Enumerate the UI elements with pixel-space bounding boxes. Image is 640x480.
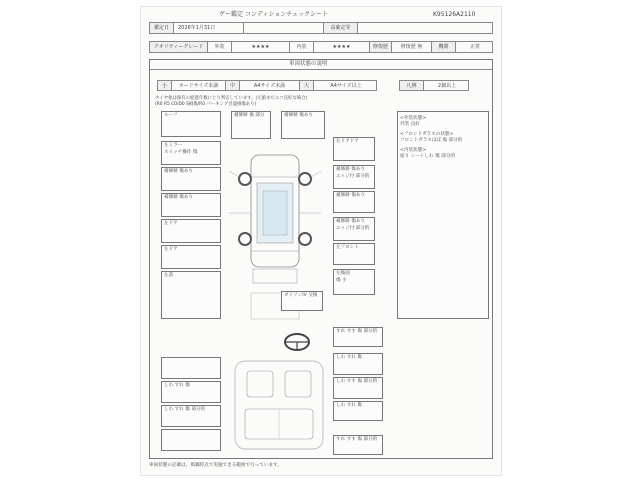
lower-left-box-1 [161,357,221,379]
section-header [149,59,493,70]
legend-small-code: 小 [158,81,172,90]
legend-medium-text: A4サイズ未満 [240,81,300,90]
lower-right-box-3: しわ すす 傷 部分的 [333,377,383,399]
type-value [358,23,494,33]
legend-small-text: カードサイズ未満 [172,81,226,90]
header-row-date [149,22,493,34]
footer-note: 車両状態の記載は、掲載時点で実施できる範囲で行っています。 [149,463,282,468]
left-box-2: 左ミラー スイッチ操作 傷 [161,141,221,165]
lower-right-box-6: すれ すす 傷 部分的 [333,435,383,455]
legend-large-text: A4サイズ以上 [330,83,362,89]
header-row-grade [149,41,493,53]
left-box-5: 左ドア [161,219,221,243]
steering-wheel-icon [283,331,311,353]
lower-right-box-2: しわ すれ 傷 [333,353,383,375]
type-label: 高確定等 [324,23,358,33]
legend-medium-code: 中 [226,81,240,90]
right-box-4: 補修跡 傷あり エッジ付 部分的 [333,217,375,241]
blank-cell [244,23,324,33]
left-box-4: 補修跡 傷あり [161,193,221,217]
exterior-stars: ★★★★ [232,42,290,52]
engine-value: 正常 [469,44,480,50]
left-box-7: 左前 [161,271,221,319]
right-box-6: 左後面 傷 小 [333,269,375,295]
left-box-1: ルーフ [161,111,221,137]
lower-right-box-4: しわ すれ 傷 [333,401,383,421]
sheet-title: ゲー鑑定 コンディションチェックシート [219,11,329,18]
right-box-1: 左リアドア [333,137,375,161]
left-box-3: 補修跡 傷あり [161,167,221,191]
legend-large-code: 大 [300,81,314,90]
lower-left-box-2: しわ すれ 傷 [161,381,221,403]
repair-value: 修復歴 無 [392,42,432,52]
engine-label: 機関 [432,42,456,52]
legend-extra-label: 凡例 [400,81,424,90]
interior-label: 内装 [290,42,314,52]
left-box-6: 左ドア [161,245,221,269]
legend-extra [399,80,469,91]
grade-label: クオリティーグレード [150,42,208,52]
lower-left-box-4 [161,429,221,451]
section-title: 車両状態の説明 [289,61,328,67]
exterior-label: 外装 [208,42,232,52]
top-box-2: 補修跡 傷あり [281,111,325,139]
interior-seat-diagram [229,359,329,453]
lower-left-box-3: しわ すれ 傷 部分的 [161,405,221,427]
legend-row [157,80,377,91]
center-bottom-box: ダイソンIV 交換 [281,291,323,311]
condition-check-sheet [140,6,502,476]
legend-extra-value: 2個以上 [437,83,457,89]
interior-stars: ★★★★ [314,42,370,52]
right-box-2: 補修跡 傷あり エッジ付 部分的 [333,165,375,189]
remarks-panel: <外装状態> 外装 良好 <フロンドガラスの状態> フロントガラスほぼ 傷 部分的 <内装状態> 座り シートしわ 傷 部分的 [397,111,489,319]
document-id: K95126A2110 [433,11,476,18]
inspection-date: 2026年1月31日 [174,23,244,33]
date-label: 鑑定日 [150,23,174,33]
top-box-1: 補修跡 傷 部分 [231,111,271,139]
lower-right-box-1: すれ すす 傷 部分的 [333,327,383,347]
note-line-1: タイヤ他は保有の経過年数にとり判定しています。(元値まだエコ良好な場合) [155,96,308,101]
right-box-5: 左フロント [333,243,375,265]
repair-label: 修復歴 [370,42,392,52]
note-line-2: (R0 R5 C0/D0 S損傷/R0 パーキング目盛損傷あり) [155,102,257,107]
right-box-3: 補修跡 傷あり [333,191,375,213]
